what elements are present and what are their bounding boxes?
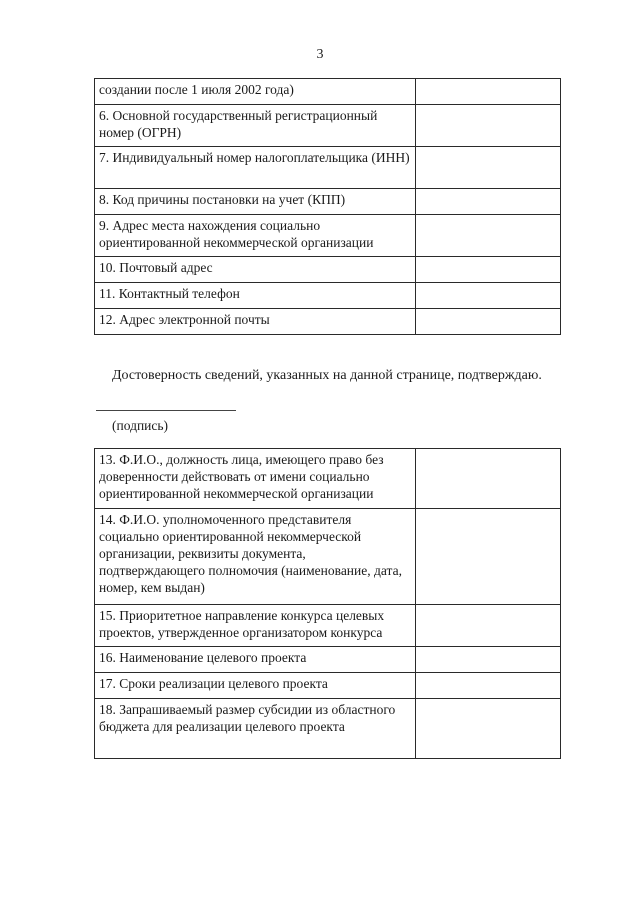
row-label: 11. Контактный телефон [95, 283, 416, 309]
row-value-field[interactable] [416, 105, 561, 147]
table-row [95, 449, 561, 509]
table-row [95, 699, 561, 759]
project-info-table [94, 448, 561, 759]
signature-caption: (подпись) [112, 418, 169, 433]
row-label: 9. Адрес места нахождения социально ориентированной некоммерческой организации [95, 215, 416, 257]
table-row [95, 215, 561, 257]
page-number: 3 [316, 47, 324, 62]
table-row [95, 147, 561, 189]
row-value-field[interactable] [416, 309, 561, 335]
row-label: 10. Почтовый адрес [95, 257, 416, 283]
row-label: 8. Код причины постановки на учет (КПП) [95, 189, 416, 215]
row-label: 13. Ф.И.О., должность лица, имеющего право без доверенности действовать от имени социально ориентированной некоммерческой организации [95, 449, 416, 509]
row-value-field[interactable] [416, 189, 561, 215]
table-row [95, 309, 561, 335]
table-row [95, 673, 561, 699]
table-row [95, 647, 561, 673]
row-value-field[interactable] [416, 79, 561, 105]
row-value-field[interactable] [416, 257, 561, 283]
row-value-field[interactable] [416, 605, 561, 647]
row-value-field[interactable] [416, 449, 561, 509]
row-label: 7. Индивидуальный номер налогоплательщика (ИНН) [95, 147, 416, 189]
row-value-field[interactable] [416, 283, 561, 309]
table-row [95, 257, 561, 283]
table-row [95, 105, 561, 147]
signature-line[interactable] [96, 410, 236, 411]
row-value-field[interactable] [416, 699, 561, 759]
row-label: 12. Адрес электронной почты [95, 309, 416, 335]
row-label: 16. Наименование целевого проекта [95, 647, 416, 673]
organization-info-table [94, 78, 561, 335]
table-row [95, 605, 561, 647]
table-row [95, 509, 561, 605]
row-label: создании после 1 июля 2002 года) [95, 79, 416, 105]
table-row [95, 283, 561, 309]
row-label: 14. Ф.И.О. уполномоченного представителя социально ориентированной некоммерческой организации, реквизиты документа, подтверждающего полномочия (наименование, дата, номер, кем выдан) [95, 509, 416, 605]
row-value-field[interactable] [416, 215, 561, 257]
row-value-field[interactable] [416, 509, 561, 605]
table-row [95, 189, 561, 215]
row-value-field[interactable] [416, 673, 561, 699]
confirmation-statement: Достоверность сведений, указанных на данной странице, подтверждаю. [112, 368, 542, 383]
table-row [95, 79, 561, 105]
row-value-field[interactable] [416, 647, 561, 673]
row-label: 6. Основной государственный регистрационный номер (ОГРН) [95, 105, 416, 147]
row-label: 18. Запрашиваемый размер субсидии из областного бюджета для реализации целевого проекта [95, 699, 416, 759]
row-label: 15. Приоритетное направление конкурса целевых проектов, утвержденное организатором конкурса [95, 605, 416, 647]
row-label: 17. Сроки реализации целевого проекта [95, 673, 416, 699]
row-value-field[interactable] [416, 147, 561, 189]
